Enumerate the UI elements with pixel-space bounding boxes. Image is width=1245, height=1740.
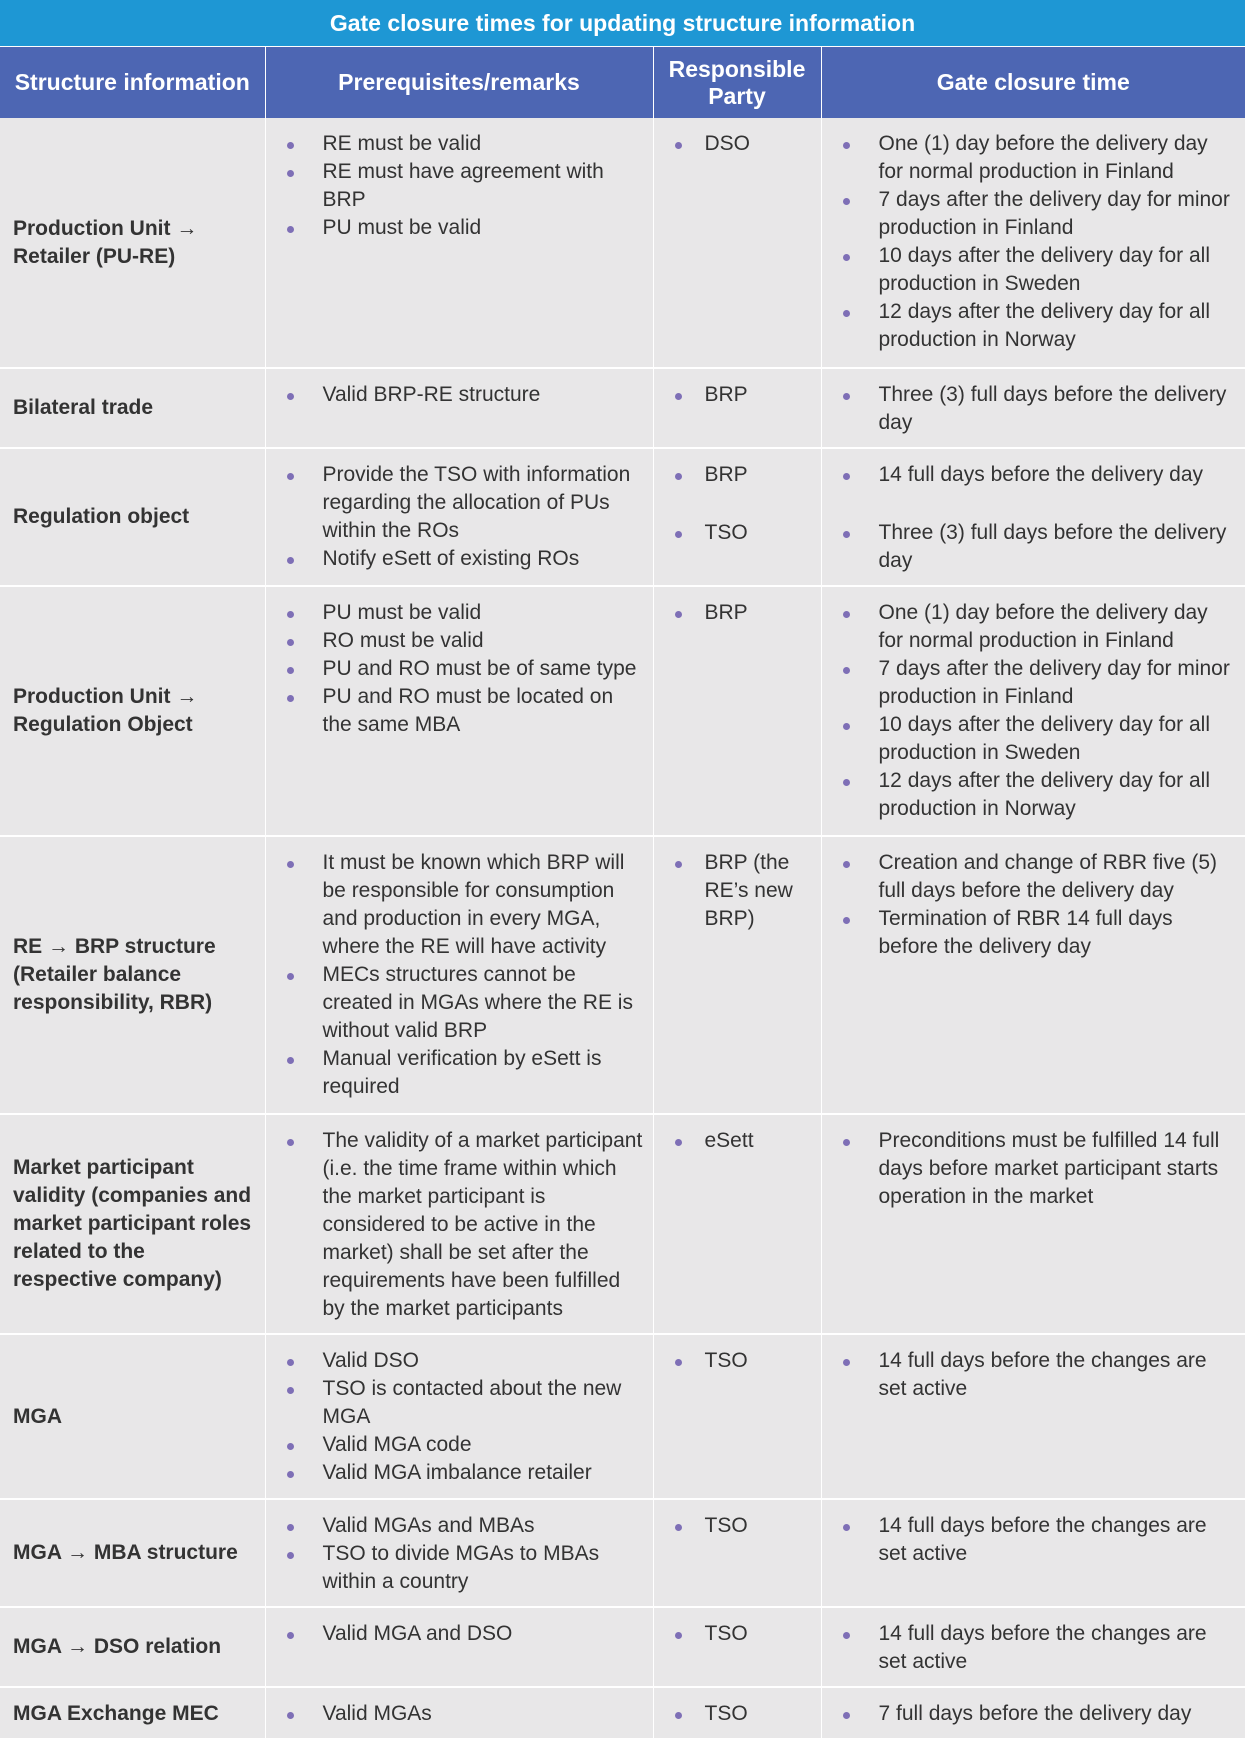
responsible-party-cell [653,118,821,368]
list-item: 14 full days before the delivery day [835,461,1236,489]
responsible-party-cell [653,836,821,1114]
structure-cell: MGA [0,1334,265,1499]
prerequisites-cell [265,1499,653,1607]
gate-closure-cell [821,368,1245,448]
list-item: 10 days after the delivery day for all production in Sweden [835,242,1236,298]
structure-cell: Bilateral trade [0,368,265,448]
list-item: TSO to divide MGAs to MBAs within a country [279,1540,643,1596]
list-item: BRP [667,599,811,627]
list-item: PU and RO must be located on the same MBA [279,683,643,739]
structure-cell: MGA → DSO relation [0,1607,265,1687]
table-row [0,368,1245,448]
responsible-party-cell [653,1607,821,1687]
table-row [0,1334,1245,1499]
header-structure-information: Structure information [0,47,265,119]
prerequisites-cell [265,368,653,448]
list-item: TSO [667,1512,811,1540]
list-item: Three (3) full days before the delivery day [835,381,1236,437]
list-item: 7 days after the delivery day for minor production in Finland [835,186,1236,242]
list-item: Valid MGA and DSO [279,1620,643,1648]
list-item: 14 full days before the changes are set active [835,1347,1236,1403]
list-item: Valid MGA code [279,1431,643,1459]
gate-closure-cell [821,118,1245,368]
list-item: 12 days after the delivery day for all production in Norway [835,767,1236,823]
structure-cell: Regulation object [0,448,265,586]
prerequisites-cell [265,1334,653,1499]
list-item: 12 days after the delivery day for all production in Norway [835,298,1236,354]
gate-closure-cell [821,1334,1245,1499]
list-item: 7 full days before the delivery day [835,1700,1236,1728]
structure-cell: Production Unit → Retailer (PU-RE) [0,118,265,368]
list-item: Preconditions must be fulfilled 14 full days before market participant starts operation in the market [835,1127,1236,1211]
list-item: Provide the TSO with information regarding the allocation of PUs within the ROs [279,461,643,545]
gate-closure-cell [821,1114,1245,1334]
list-item: Valid BRP-RE structure [279,381,643,409]
prerequisites-cell [265,836,653,1114]
responsible-party-cell [653,1687,821,1739]
list-item: The validity of a market participant (i.e. the time frame within which the market participant is considered to be active in the market) shall be set after the requirements have been fulfilled by the market participants [279,1127,643,1323]
gate-closure-cell [821,448,1245,586]
list-item: BRP [667,461,811,489]
responsible-party-cell [653,1334,821,1499]
gate-closure-cell [821,1607,1245,1687]
structure-cell: MGA → MBA structure [0,1499,265,1607]
gate-closure-cell [821,586,1245,836]
table-row [0,1499,1245,1607]
responsible-party-cell [653,368,821,448]
list-item: TSO is contacted about the new MGA [279,1375,643,1431]
structure-cell: RE → BRP structure (Retailer balance responsibility, RBR) [0,836,265,1114]
prerequisites-cell [265,1687,653,1739]
gate-closure-cell [821,836,1245,1114]
header-prerequisites-remarks: Prerequisites/remarks [265,47,653,119]
list-item: PU and RO must be of same type [279,655,643,683]
list-item: DSO [667,130,811,158]
list-item: TSO [667,1700,811,1728]
list-item: 14 full days before the changes are set active [835,1512,1236,1568]
list-item: Notify eSett of existing ROs [279,545,643,573]
list-item: MECs structures cannot be created in MGAs where the RE is without valid BRP [279,961,643,1045]
list-item: RO must be valid [279,627,643,655]
header-responsible-party: Responsible Party [653,47,821,119]
list-item: 10 days after the delivery day for all production in Sweden [835,711,1236,767]
list-item: Three (3) full days before the delivery day [835,519,1236,575]
table-row [0,118,1245,368]
prerequisites-cell [265,448,653,586]
list-item: Termination of RBR 14 full days before the delivery day [835,905,1236,961]
list-item: RE must be valid [279,130,643,158]
responsible-party-cell [653,448,821,586]
prerequisites-cell [265,1114,653,1334]
prerequisites-cell [265,118,653,368]
list-item: RE must have agreement with BRP [279,158,643,214]
table-row [0,1607,1245,1687]
structure-cell: Market participant validity (companies and market participant roles related to the respective company) [0,1114,265,1334]
list-item: 14 full days before the changes are set active [835,1620,1236,1676]
table-row [0,1114,1245,1334]
table-row [0,448,1245,586]
table-title: Gate closure times for updating structure information [0,0,1245,47]
table-row [0,586,1245,836]
list-item: 7 days after the delivery day for minor production in Finland [835,655,1236,711]
list-item: Valid MGAs and MBAs [279,1512,643,1540]
list-item: TSO [667,1347,811,1375]
structure-cell: MGA Exchange MEC [0,1687,265,1739]
list-item: PU must be valid [279,214,643,242]
list-item: TSO [667,519,811,547]
prerequisites-cell [265,586,653,836]
responsible-party-cell [653,1499,821,1607]
list-item: Creation and change of RBR five (5) full days before the delivery day [835,849,1236,905]
list-item: Valid MGA imbalance retailer [279,1459,643,1487]
gate-closure-cell [821,1687,1245,1739]
list-item: Valid MGAs [279,1700,643,1728]
structure-cell: Production Unit → Regulation Object [0,586,265,836]
responsible-party-cell [653,1114,821,1334]
table-row [0,836,1245,1114]
list-item: Valid DSO [279,1347,643,1375]
list-item: One (1) day before the delivery day for normal production in Finland [835,130,1236,186]
list-item: BRP (the RE’s new BRP) [667,849,811,933]
responsible-party-cell [653,586,821,836]
table-row [0,1687,1245,1739]
list-item: Manual verification by eSett is required [279,1045,643,1101]
header-gate-closure-time: Gate closure time [821,47,1245,119]
list-item: BRP [667,381,811,409]
prerequisites-cell [265,1607,653,1687]
list-item: TSO [667,1620,811,1648]
list-item: eSett [667,1127,811,1155]
list-item: It must be known which BRP will be responsible for consumption and production in every MGA, where the RE will have activity [279,849,643,961]
gate-closure-cell [821,1499,1245,1607]
list-item: One (1) day before the delivery day for normal production in Finland [835,599,1236,655]
list-item: PU must be valid [279,599,643,627]
